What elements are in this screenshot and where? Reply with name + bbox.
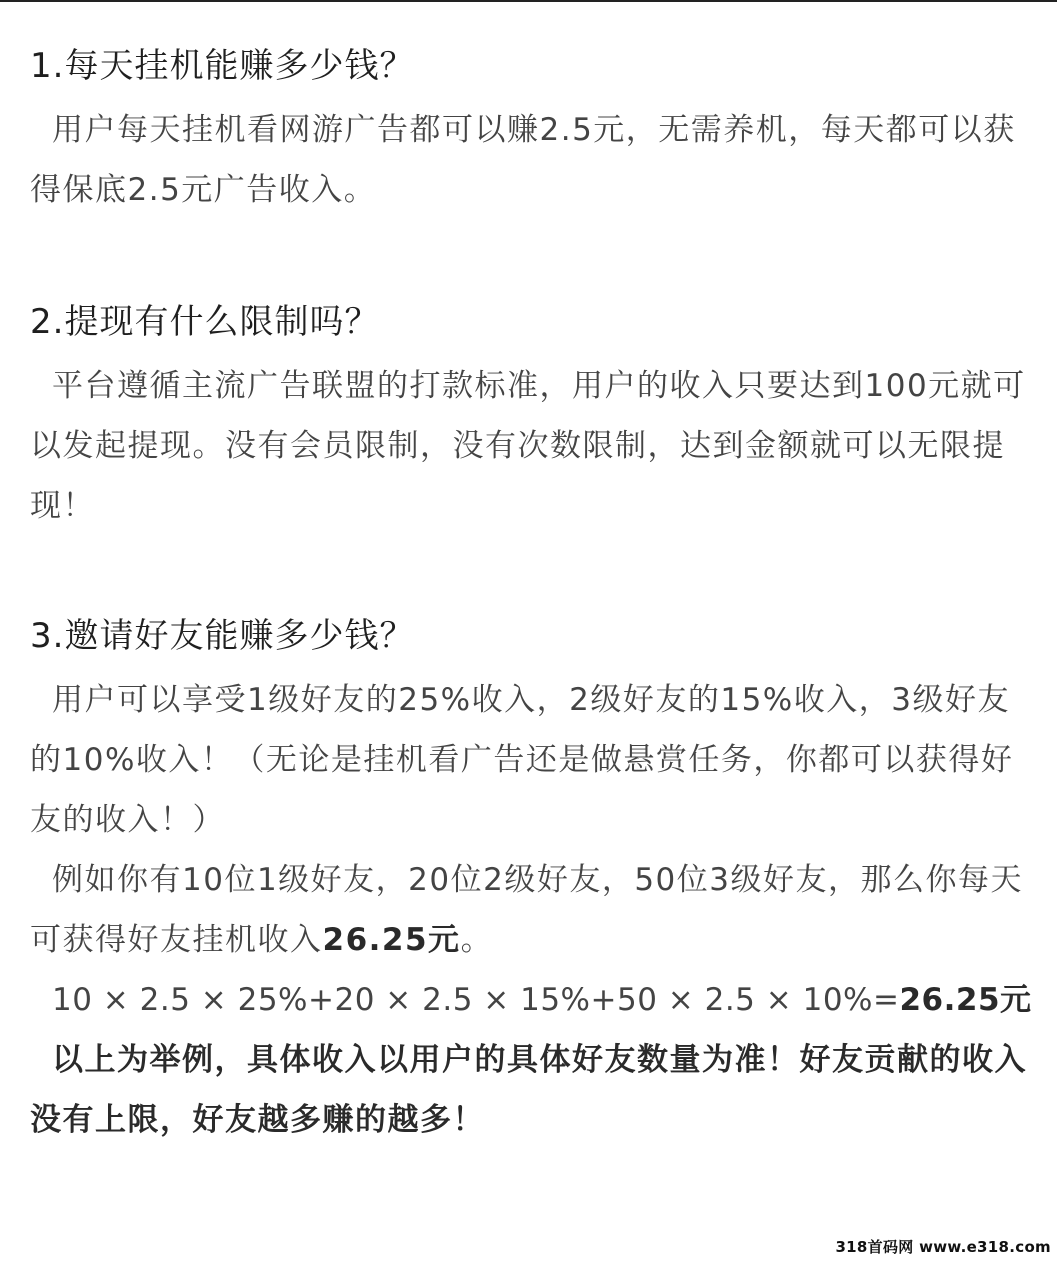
formula-result: 26.25元 <box>899 982 1032 1018</box>
top-divider <box>0 0 1057 2</box>
formula-line <box>30 970 1040 1030</box>
paragraph-invite-rates: 用户可以享受1级好友的25%收入，2级好友的15%收入，3级好友的10%收入！（无论是挂机看广告还是做悬赏任务，你都可以获得好友的收入！） <box>30 682 1014 838</box>
section-withdrawal <box>30 300 1040 536</box>
formula-expression: 10 × 2.5 × 25%+20 × 2.5 × 15%+50 × 2.5 × 10%= <box>52 982 900 1018</box>
paragraph-daily-earnings: 用户每天挂机看网游广告都可以赚2.5元，无需养机，每天都可以获得保底2.5元广告收入。 <box>30 112 1016 208</box>
section-daily-earnings <box>30 44 1040 220</box>
example-total: 26.25元 <box>322 922 461 958</box>
heading-daily-earnings: 1.每天挂机能赚多少钱？ <box>30 46 415 86</box>
section-invite <box>30 614 1040 1150</box>
heading-invite: 3.邀请好友能赚多少钱？ <box>30 616 415 656</box>
heading-withdrawal: 2.提现有什么限制吗？ <box>30 302 380 342</box>
example-text: 例如你有10位1级好友，20位2级好友，50位3级好友，那么你每天可获得好友挂机收入 <box>30 862 1024 958</box>
paragraph-withdrawal: 平台遵循主流广告联盟的打款标准，用户的收入只要达到100元就可以发起提现。没有会员限制，没有次数限制，达到金额就可以无限提现！ <box>30 368 1026 524</box>
paragraph-conclusion: 以上为举例，具体收入以用户的具体好友数量为准！好友贡献的收入没有上限，好友越多赚的越多！ <box>30 1042 1027 1138</box>
paragraph-invite-example <box>30 850 1040 970</box>
example-end: 。 <box>460 922 494 958</box>
site-watermark: 318首码网 www.e318.com <box>835 1238 1051 1256</box>
